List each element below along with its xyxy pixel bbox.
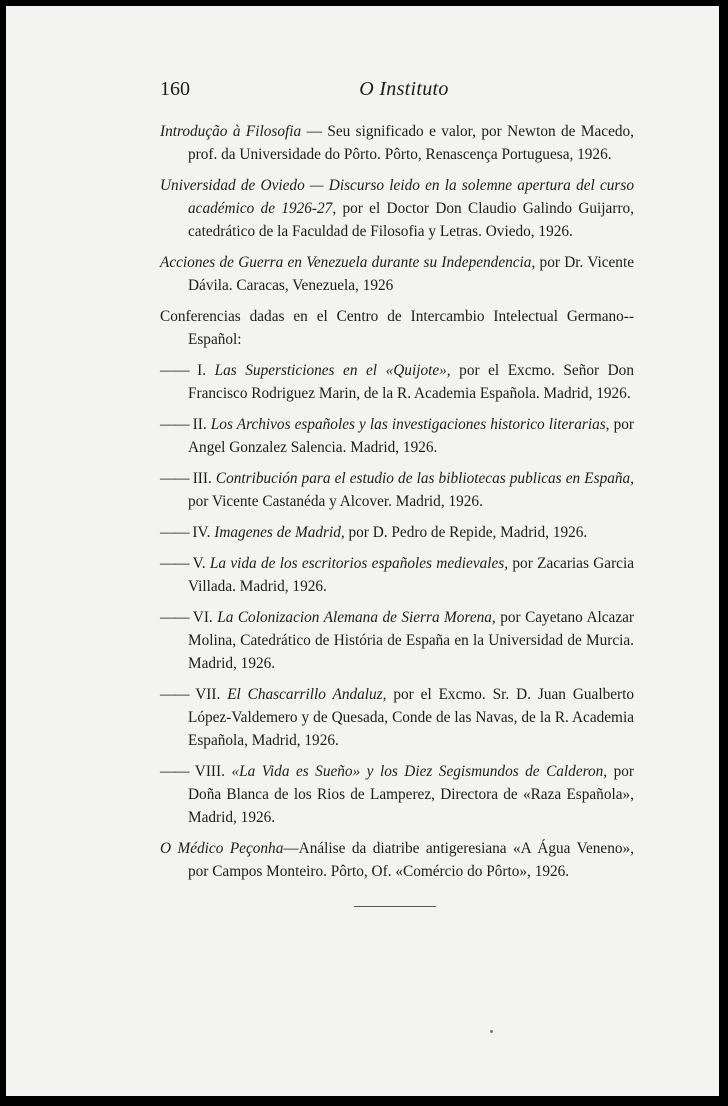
entry-details: por Doña Blanca de los Rios de Lamperez, Directora de «Raza Española», Madrid, 1926. (188, 763, 634, 826)
entry-dash: —— (160, 686, 189, 703)
closing-rule (354, 906, 436, 907)
entry-dash: —— (160, 609, 189, 626)
entry-details: Seu significado e valor, por Newton de Macedo, prof. da Universidade do Pôrto. Pôrto, Renascença Portuguesa, 1926. (188, 123, 634, 163)
conference-entry (160, 552, 634, 598)
running-title: O Instituto (359, 78, 449, 100)
entry-dash: —— (160, 416, 189, 433)
entry-details: por el Excmo. Sr. D. Juan Gualberto López-Valdemero y de Quesada, Conde de las Navas, de la R. Academia Española, Madrid, 1926. (188, 686, 634, 749)
entry-title: Imagenes de Madrid, (214, 524, 345, 541)
entry-details: por el Doctor Don Claudio Galindo Guijarro, catedrático de la Faculdad de Filosofia y Letras. Oviedo, 1926. (188, 200, 635, 240)
entry-title: Las Supersticiones en el «Quijote», (214, 362, 451, 379)
entry-dash: —— (160, 555, 189, 572)
paper-speck (490, 1030, 493, 1033)
entry-title: O Médico Peçonha (160, 840, 284, 857)
bibliography-list (160, 120, 634, 891)
conference-entry (160, 606, 634, 675)
entry-dash: —— (160, 763, 189, 780)
entry-title: Acciones de Guerra en Venezuela durante su Independencia, (160, 254, 536, 271)
entry-title: Los Archivos españoles y las investigaciones historico literarias, (210, 416, 610, 433)
page (6, 6, 719, 1096)
entry-dash: —— (160, 470, 189, 487)
entry-details: por Zacarias Garcia Villada. Madrid, 1926. (188, 555, 634, 595)
entry-details: Análise da diatribe antigeresiana «A Água Veneno», por Campos Monteiro. Pôrto, Of. «Comércio do Pôrto», 1926. (188, 840, 634, 880)
entry-separator: — (283, 840, 299, 857)
entry-title: «La Vida es Sueño» y los Diez Segismundos de Calderon, (231, 763, 608, 780)
conference-entry (160, 359, 634, 405)
entry-title: La vida de los escritorios españoles medievales, (209, 555, 509, 572)
entry-details: por D. Pedro de Repide, Madrid, 1926. (344, 524, 588, 541)
entry-details: por el Excmo. Señor Don Francisco Rodriguez Marin, de la R. Academia Española. Madrid, 1926. (188, 362, 634, 402)
conference-series-heading (160, 305, 634, 351)
entry-text: Conferencias dadas en el Centro de Intercambio Intelectual Germano--Español: (160, 308, 634, 348)
page-number: 160 (160, 78, 190, 100)
entry-title: La Colonizacion Alemana de Sierra Morena, (217, 609, 496, 626)
entry-number: VI. (188, 609, 218, 626)
entry-title: Universidad de Oviedo — Discurso leido en la solemne apertura del curso académico de 1926-27, (160, 177, 634, 217)
bibliography-entry (160, 120, 634, 166)
entry-details: por Dr. Vicente Dávila. Caracas, Venezuela, 1926 (188, 254, 634, 294)
entry-number: I. (188, 362, 215, 379)
entry-details: por Cayetano Alcazar Molina, Catedrático de História de España en la Universidad de Murcia. Madrid, 1926. (188, 609, 634, 672)
entry-number: VIII. (188, 763, 232, 780)
entry-number: II. (188, 416, 211, 433)
entry-dash: —— (160, 362, 189, 379)
entry-dash: —— (160, 524, 189, 541)
bibliography-entry (160, 251, 634, 297)
page-header (160, 78, 648, 106)
entry-separator: — (301, 123, 328, 140)
entry-title: Introdução à Filosofia (160, 123, 302, 140)
conference-entry (160, 467, 634, 513)
bibliography-entry (160, 837, 634, 883)
entry-number: IV. (188, 524, 215, 541)
entry-number: VII. (188, 686, 228, 703)
conference-entry (160, 413, 634, 459)
entry-details: por Angel Gonzalez Salencia. Madrid, 1926. (188, 416, 634, 456)
bibliography-entry (160, 174, 634, 243)
conference-entry (160, 521, 634, 544)
entry-title: Contribución para el estudio de las bibliotecas publicas en España, (215, 470, 634, 487)
conference-entry (160, 683, 634, 752)
entry-number: III. (188, 470, 216, 487)
entry-title: El Chascarrillo Andaluz, (227, 686, 387, 703)
entry-number: V. (188, 555, 210, 572)
conference-entry (160, 760, 634, 829)
entry-details: por Vicente Castanéda y Alcover. Madrid, 1926. (188, 493, 483, 510)
